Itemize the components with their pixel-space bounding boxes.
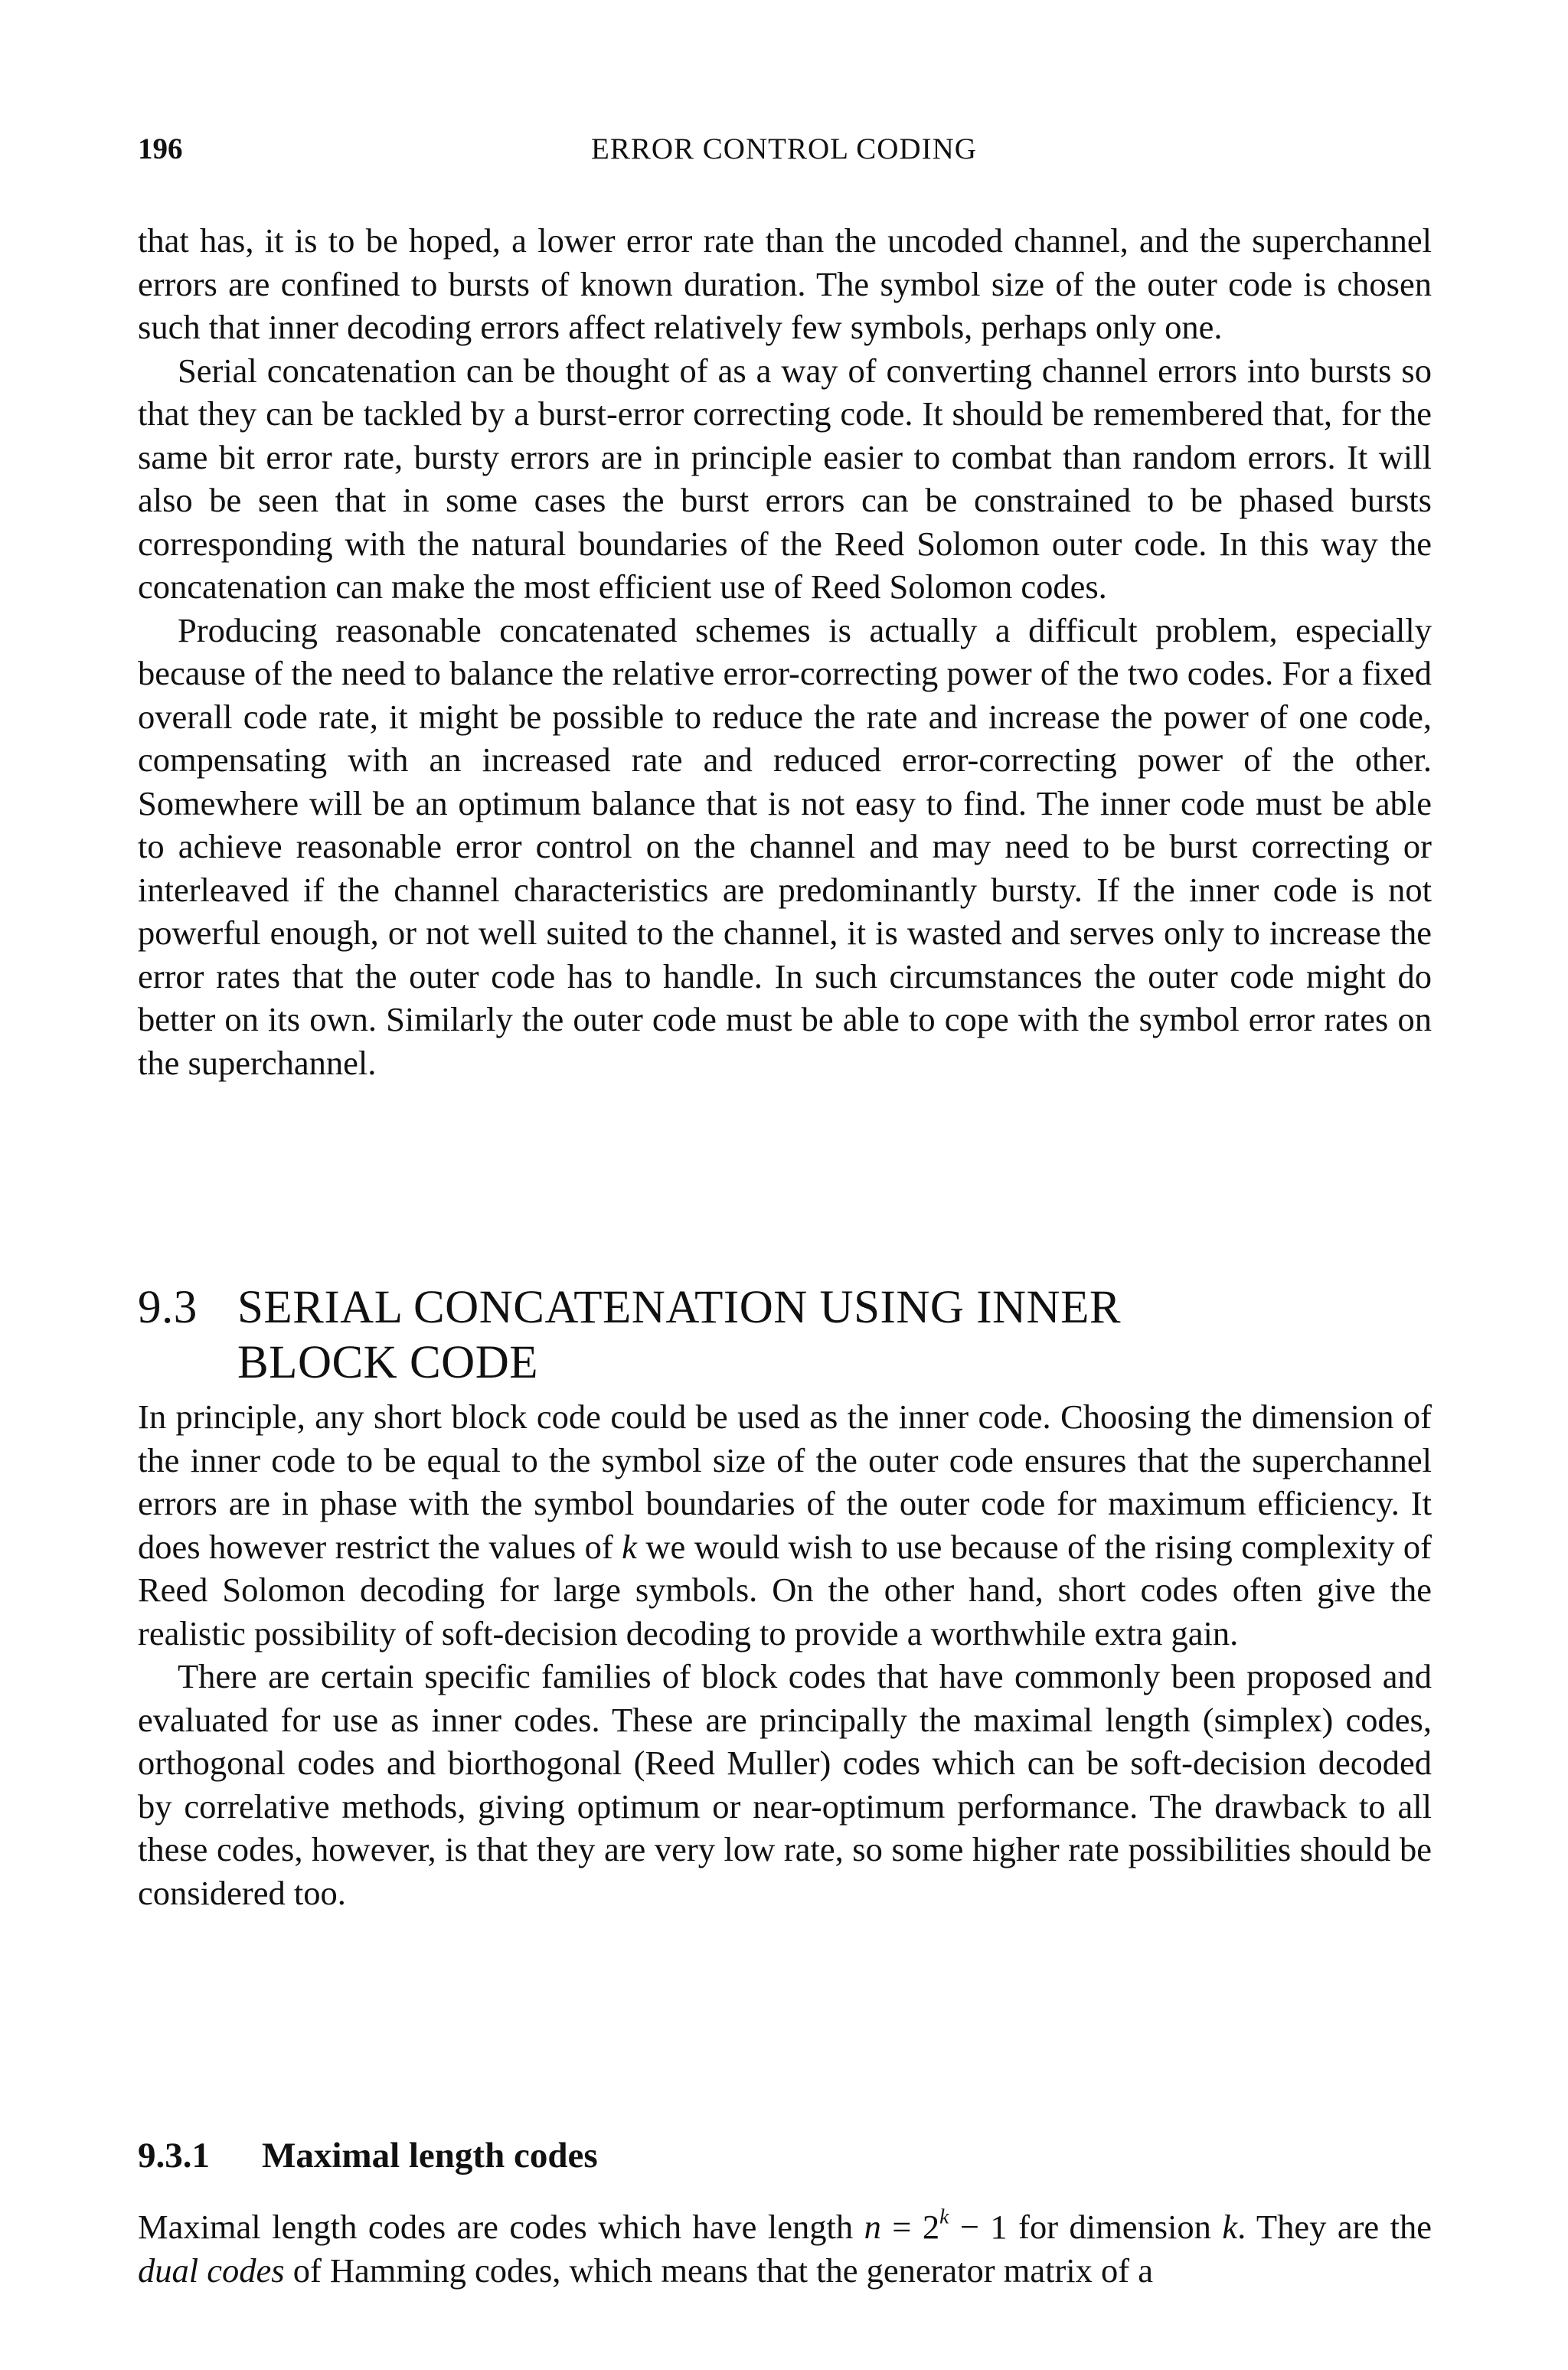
paragraph: Producing reasonable concatenated schemes is actually a difficult problem, especially because of the need to balance the relative error-correcting power of the two codes. For a fixed overall code rate, it might be possible to reduce the rate and increase the power of one code, compensating with an increased rate and reduced error-correcting power of the other. Somewhere will be an optimum balance that is not easy to find. The inner code must be able to achieve reasonable error control on the channel and may need to be burst correcting or interleaved if the channel characteristics are predominantly bursty. If the inner code is not powerful enough, or not well suited to the channel, it is wasted and serves only to increase the error rates that the outer code has to handle. In such circumstances the outer code might do better on its own. Similarly the outer code must be able to cope with the symbol error rates on the superchannel. — [138, 610, 1432, 1082]
paragraph: Serial concatenation can be thought of as a way of converting channel errors into bursts so that they can be tackled by a burst-error correcting code. It should be remembered that, for the same bit error rate, bursty errors are in principle easier to combat than random errors. It will also be seen that in some cases the burst errors can be constrained to be phased bursts corresponding with the natural boundaries of the Reed Solomon outer code. In this way the concatenation can make the most efficient use of Reed Solomon codes. — [138, 351, 1432, 606]
text-run: Maximal length codes are codes which have length — [138, 2208, 864, 2246]
section-number: 9.3 — [138, 1282, 198, 1333]
paragraph — [138, 2205, 1432, 2292]
page-number: 196 — [138, 132, 183, 165]
math-rest: − 1 for dimension — [949, 2208, 1223, 2246]
paragraph: that has, it is to be hoped, a lower error rate than the uncoded channel, and the superchannel errors are confined to bursts of known duration. The symbol size of the outer code is chosen such that inner decoding errors affect relatively few symbols, perhaps only one. — [138, 221, 1432, 346]
section-title-line: SERIAL CONCATENATION USING INNER — [237, 1282, 1122, 1333]
page-header — [138, 132, 1432, 175]
math-eq: = 2 — [880, 2208, 940, 2246]
section-title — [237, 1280, 1386, 1391]
math-k: k — [1222, 2208, 1238, 2246]
body-text-top — [138, 219, 1432, 1084]
running-title: ERROR CONTROL CODING — [591, 132, 977, 165]
text-run: . They are the — [1237, 2208, 1432, 2246]
text-run: of Hamming codes, which means that the generator matrix of a — [284, 2251, 1153, 2290]
subsection-title: Maximal length codes — [262, 2136, 598, 2175]
math-n: n — [864, 2208, 881, 2246]
paragraph: There are certain specific families of block codes that have commonly been proposed and evaluated for use as inner codes. These are principally the maximal length (simplex) codes, orthogonal codes and biorthogonal (Reed Muller) codes which can be soft-decision decoded by correlative methods, giving optimum or near-optimum performance. The drawback to all these codes, however, is that they are very low rate, so some higher rate possibilities should be considered too. — [138, 1657, 1432, 1912]
text-run: we would wish to use because of the rising complexity of Reed Solomon decoding for large symbols. On the other hand, short codes often give the realistic possibility of soft-decision decoding to provide a worthwhile extra gain. — [138, 1527, 1432, 1652]
paragraph — [138, 1395, 1432, 1655]
text-run: In principle, any short block code could be used as the inner code. Choosing the dimension of the inner code to be equal to the symbol size of the outer code ensures that the superchannel errors are in phase with the symbol boundaries of the outer code for maximum efficiency. It does however restrict the values of — [138, 1397, 1432, 1566]
math-exponent: k — [939, 2204, 949, 2228]
subsection-body-text — [138, 2205, 1432, 2292]
emphasis-dual-codes: dual codes — [138, 2251, 285, 2290]
section-body — [138, 1395, 1432, 1914]
section-title-line: BLOCK CODE — [237, 1337, 539, 1388]
subsection-number: 9.3.1 — [138, 2136, 210, 2175]
math-k: k — [622, 1527, 637, 1566]
